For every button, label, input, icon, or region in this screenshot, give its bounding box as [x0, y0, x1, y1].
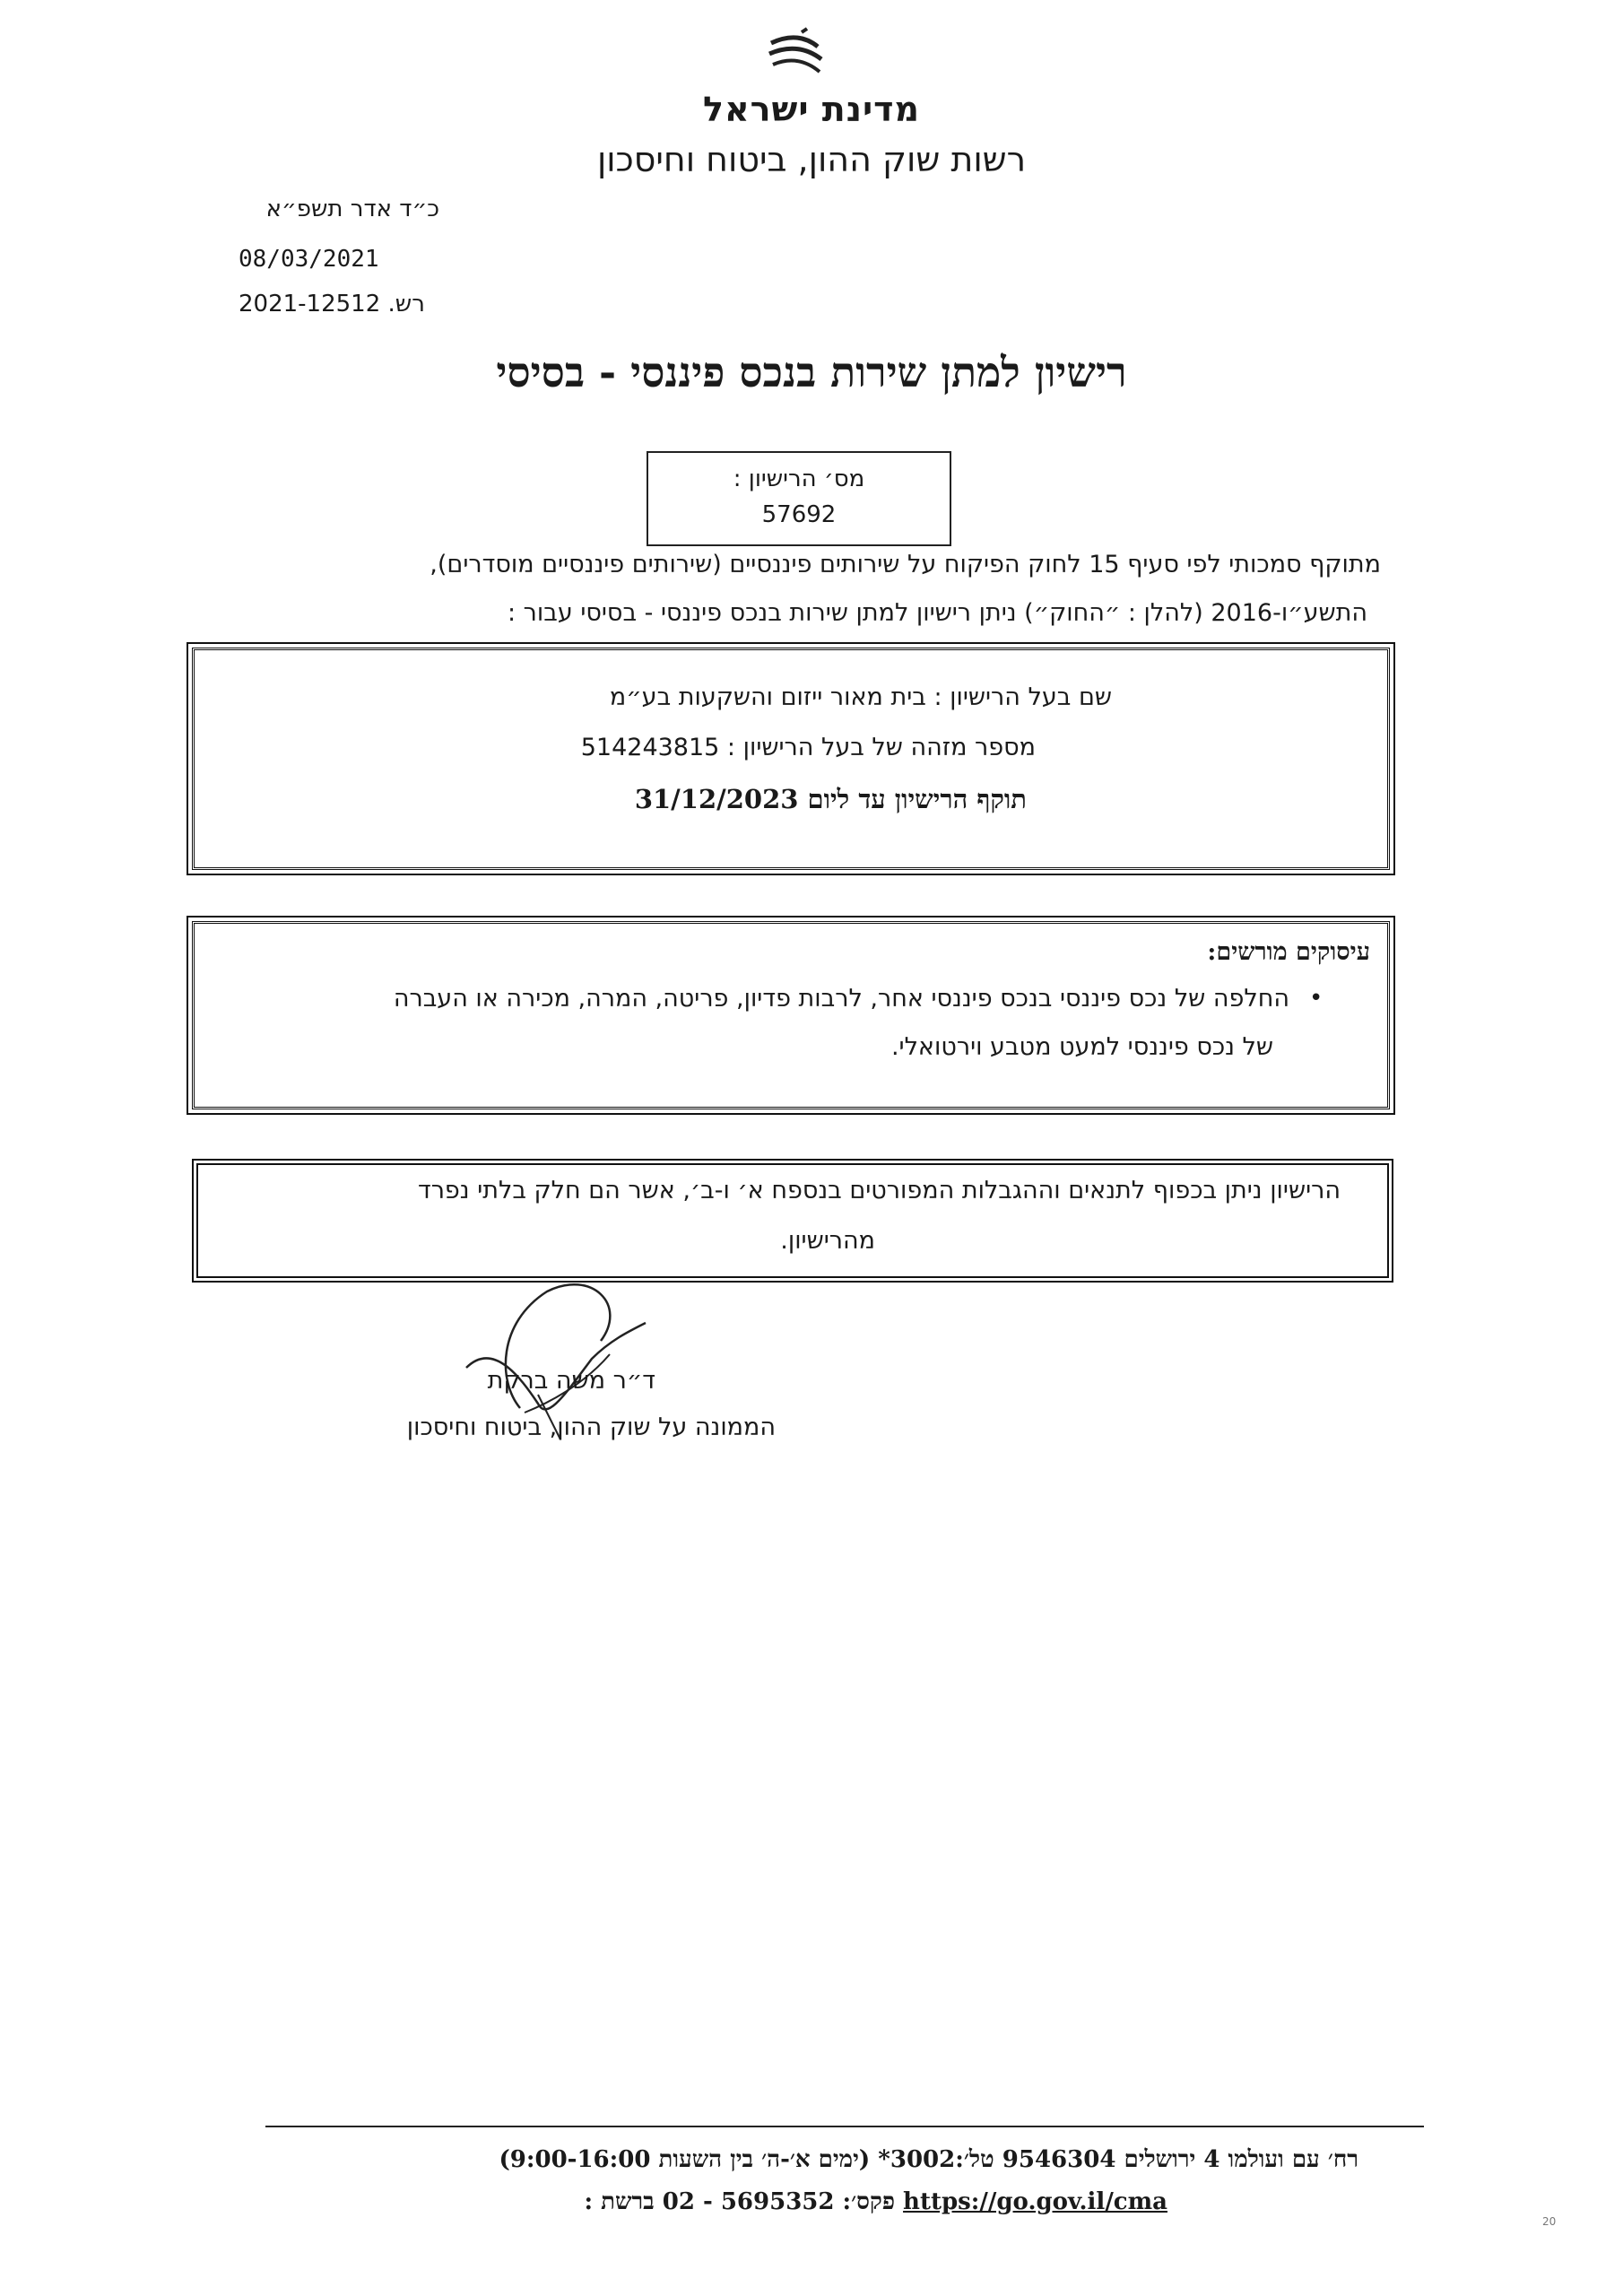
- footer-address: רח׳ עם ועולמו 4 ירושלים 9546304 טל׳:3002* (ימים א׳-ה׳ בין השעות 9:00-16:00): [499, 2146, 1358, 2173]
- intro-line-2: התשע״ו-2016 (להלן : ״החוק״) ניתן רישיון למתן שירות בנכס פיננסי - בסיסי עבור :: [507, 599, 1367, 627]
- license-validity: תוקף הרישיון עד ליום 31/12/2023: [634, 784, 1027, 814]
- authority-name: רשות שוק ההון, ביטוח וחיסכון: [596, 140, 1027, 179]
- conditions-line-2: מהרישיון.: [780, 1227, 875, 1255]
- document-title: רישיון למתן שירות בנכס פיננסי - בסיסי: [496, 348, 1127, 396]
- gregorian-date: 08/03/2021: [239, 246, 379, 273]
- reference-number: רש. 2021-12512: [239, 291, 425, 317]
- signer-name: ד״ר משה ברקת: [487, 1367, 655, 1395]
- footer-divider: [265, 2126, 1424, 2127]
- holder-id: מספר מזהה של בעל הרישיון : 514243815: [580, 734, 1036, 761]
- bullet-icon: •: [1309, 985, 1324, 1012]
- license-number-value: 57692: [761, 501, 837, 528]
- state-name: מדינת ישראל: [703, 90, 920, 129]
- hebrew-date: כ״ד אדר תשפ״א: [265, 196, 439, 222]
- conditions-line-1: הרישיון ניתן בכפוף לתנאים וההגבלות המפורטים בנספח א׳ ו-ב׳, אשר הם חלק בלתי נפרד: [417, 1177, 1341, 1205]
- signer-title: הממונה על שוק ההון, ביטוח וחיסכון: [406, 1413, 776, 1441]
- activities-heading: עיסוקים מורשים:: [1207, 938, 1370, 966]
- footer-website-link[interactable]: https://go.gov.il/cma: [903, 2188, 1167, 2215]
- activity-line-2: של נכס פיננסי למעט מטבע וירטואלי.: [890, 1033, 1273, 1061]
- emblem-logo-icon: [762, 27, 834, 90]
- page-mark: 20: [1542, 2215, 1557, 2228]
- footer-fax: פקס׳: 5695352 - 02 ברשת :: [584, 2188, 895, 2215]
- intro-line-1: מתוקף סמכותי לפי סעיף 15 לחוק הפיקוח על שירותים פיננסיים (שירותים פיננסיים מוסדרים),: [430, 551, 1381, 578]
- footer-contact: [584, 2188, 1167, 2215]
- license-number-box: [647, 451, 951, 546]
- holder-name: שם בעל הרישיון : בית מאור ייזום והשקעות בע״מ: [609, 683, 1112, 711]
- activity-line-1: החלפה של נכס פיננסי בנכס פיננסי אחר, לרבות פדיון, פריטה, המרה, מכירה או העברה: [393, 985, 1289, 1013]
- license-number-label: מס׳ הרישיון :: [733, 465, 865, 492]
